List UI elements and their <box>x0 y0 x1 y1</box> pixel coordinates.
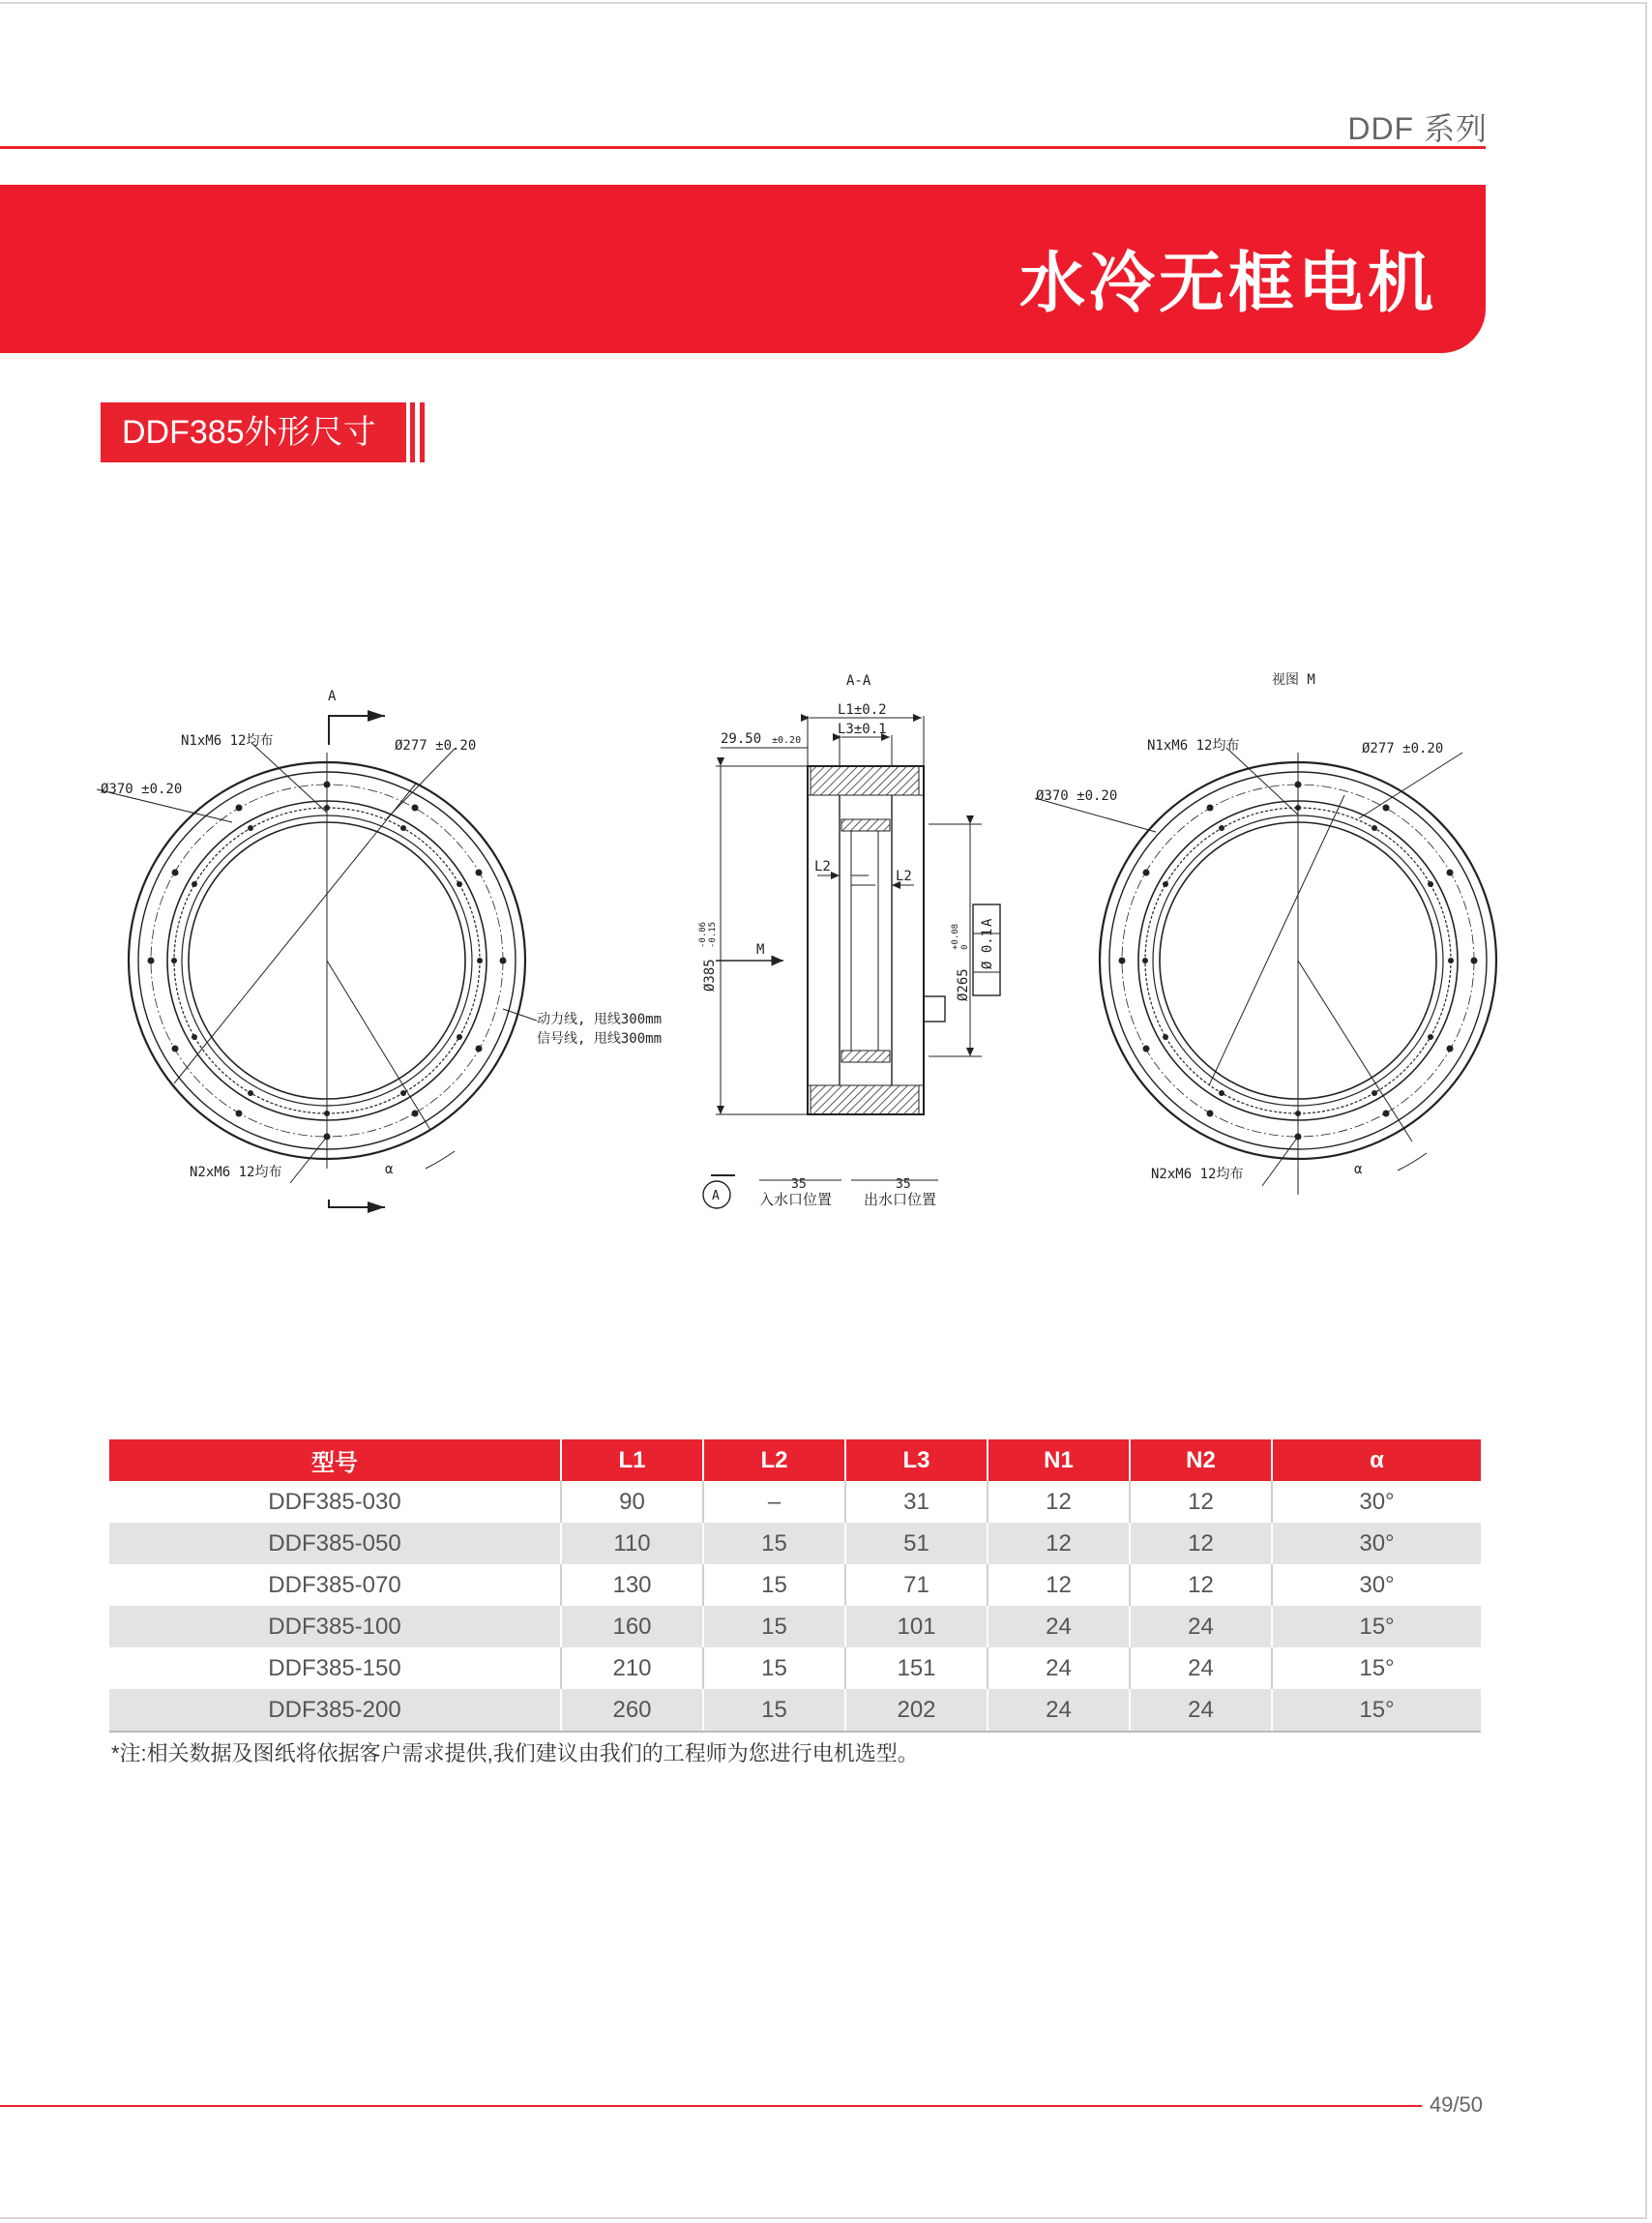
cell-n1: 24 <box>988 1606 1130 1647</box>
cell-alpha: 15° <box>1272 1606 1481 1647</box>
cell-alpha: 30° <box>1272 1481 1481 1523</box>
cell-model: DDF385-050 <box>109 1523 561 1564</box>
cell-model: DDF385-200 <box>109 1689 561 1732</box>
cell-n2: 12 <box>1130 1481 1272 1523</box>
outlet-label: 出水口位置 <box>864 1191 937 1208</box>
cell-model: DDF385-100 <box>109 1606 561 1647</box>
section-tag-bar <box>410 402 415 462</box>
cell-alpha: 15° <box>1272 1689 1481 1732</box>
cell-n2: 24 <box>1130 1647 1272 1689</box>
spec-table <box>109 1439 1481 1733</box>
cell-l3: 71 <box>845 1564 988 1606</box>
cell-l2: 15 <box>703 1606 845 1647</box>
cable-power: 动力线, 甩线300mm <box>537 1012 663 1027</box>
cell-l3: 51 <box>845 1523 988 1564</box>
dim-l1: L1±0.2 <box>838 702 887 718</box>
col-header-alpha: α <box>1272 1439 1481 1481</box>
dim-inner-tol-top: +0.08 <box>951 923 960 950</box>
cell-alpha: 30° <box>1272 1523 1481 1564</box>
table-row <box>109 1606 1481 1647</box>
view-m-title: 视图 M <box>1272 672 1315 688</box>
col-header-model: 型号 <box>109 1439 561 1481</box>
inlet-label: 入水口位置 <box>759 1191 833 1208</box>
cell-l2: 15 <box>703 1564 845 1606</box>
cell-l3: 202 <box>845 1689 988 1732</box>
table-row <box>109 1689 1481 1732</box>
cell-n2: 12 <box>1130 1564 1272 1606</box>
col-header-n1: N1 <box>988 1439 1130 1481</box>
page-title: 水冷无框电机 <box>1018 247 1437 320</box>
runout-tolerance: Ø 0.1 <box>980 928 995 969</box>
view-arrow-m: M <box>756 942 765 958</box>
left-angle: α <box>385 1162 394 1177</box>
cable-signal: 信号线, 甩线300mm <box>537 1031 663 1047</box>
col-header-l3: L3 <box>845 1439 988 1481</box>
cell-l3: 151 <box>845 1647 988 1689</box>
cell-n2: 24 <box>1130 1689 1272 1732</box>
right-angle: α <box>1354 1162 1363 1177</box>
cell-l1: 160 <box>561 1606 703 1647</box>
section-title-aa: A-A <box>846 673 871 689</box>
right-outer-dia: Ø370 ±0.20 <box>1036 788 1118 804</box>
section-title: DDF385外形尺寸 <box>101 402 406 462</box>
dim-inner-dia: Ø265 <box>956 968 971 1001</box>
header-rule <box>0 146 1486 149</box>
cell-l1: 210 <box>561 1647 703 1689</box>
left-holes-n1: N1xM6 12均布 <box>181 733 274 749</box>
right-holes-n2: N2xM6 12均布 <box>1151 1167 1244 1182</box>
cell-model: DDF385-070 <box>109 1564 561 1606</box>
cell-model: DDF385-150 <box>109 1647 561 1689</box>
right-ring-view <box>1035 748 1496 1195</box>
col-header-l2: L2 <box>703 1439 845 1481</box>
dim-offset-tol: ±0.20 <box>772 735 802 746</box>
cell-l2: 15 <box>703 1523 845 1564</box>
cell-l3: 31 <box>845 1481 988 1523</box>
table-row <box>109 1564 1481 1606</box>
cell-l2: – <box>703 1481 845 1523</box>
cell-l1: 110 <box>561 1523 703 1564</box>
cell-n1: 24 <box>988 1647 1130 1689</box>
dim-outer-tol-bottom: -0.15 <box>708 921 718 948</box>
table-row <box>109 1647 1481 1689</box>
table-row <box>109 1523 1481 1564</box>
cell-l3: 101 <box>845 1606 988 1647</box>
dim-inner-tol-bottom: 0 <box>960 944 970 950</box>
left-holes-n2: N2xM6 12均布 <box>190 1165 282 1180</box>
cell-n2: 12 <box>1130 1523 1272 1564</box>
cell-alpha: 30° <box>1272 1564 1481 1606</box>
left-section-mark: A <box>328 689 337 704</box>
table-header-row <box>109 1439 1481 1481</box>
right-holes-n1: N1xM6 12均布 <box>1147 738 1240 754</box>
dim-offset: 29.50 <box>721 731 762 747</box>
cell-n1: 12 <box>988 1523 1130 1564</box>
title-banner <box>0 185 1486 353</box>
cell-l1: 130 <box>561 1564 703 1606</box>
dim-l3: L3±0.1 <box>838 722 887 737</box>
dim-l2b: L2 <box>896 869 912 884</box>
col-header-l1: L1 <box>561 1439 703 1481</box>
dim-35-outlet: 35 <box>896 1177 911 1192</box>
right-inner-dia: Ø277 ±0.20 <box>1362 741 1444 756</box>
dim-outer-dia: Ø385 <box>702 959 718 992</box>
cell-l1: 90 <box>561 1481 703 1523</box>
dim-35-inlet: 35 <box>791 1177 807 1192</box>
cell-l2: 15 <box>703 1647 845 1689</box>
cell-n1: 12 <box>988 1481 1130 1523</box>
dim-l2a: L2 <box>814 859 831 874</box>
cell-l2: 15 <box>703 1689 845 1732</box>
col-header-n2: N2 <box>1130 1439 1272 1481</box>
section-view <box>703 716 1000 1208</box>
left-inner-dia: Ø277 ±0.20 <box>395 738 477 754</box>
runout-datum-ref: A <box>980 918 995 927</box>
cell-model: DDF385-030 <box>109 1481 561 1523</box>
cell-n1: 12 <box>988 1564 1130 1606</box>
datum-a: A <box>712 1189 720 1203</box>
footer-rule <box>0 2105 1422 2107</box>
page-number: 49/50 <box>1429 2092 1483 2117</box>
cell-n2: 24 <box>1130 1606 1272 1647</box>
cell-n1: 24 <box>988 1689 1130 1732</box>
dim-outer-tol-top: -0.06 <box>698 921 708 948</box>
table-row <box>109 1481 1481 1523</box>
section-tag-bar <box>420 402 425 462</box>
footnote: *注:相关数据及图纸将依据客户需求提供,我们建议由我们的工程师为您进行电机选型。 <box>111 1741 919 1765</box>
cell-l1: 260 <box>561 1689 703 1732</box>
series-label: DDF 系列 <box>1347 111 1488 146</box>
dimension-drawing <box>0 638 1652 1238</box>
cell-alpha: 15° <box>1272 1647 1481 1689</box>
left-outer-dia: Ø370 ±0.20 <box>101 782 183 797</box>
